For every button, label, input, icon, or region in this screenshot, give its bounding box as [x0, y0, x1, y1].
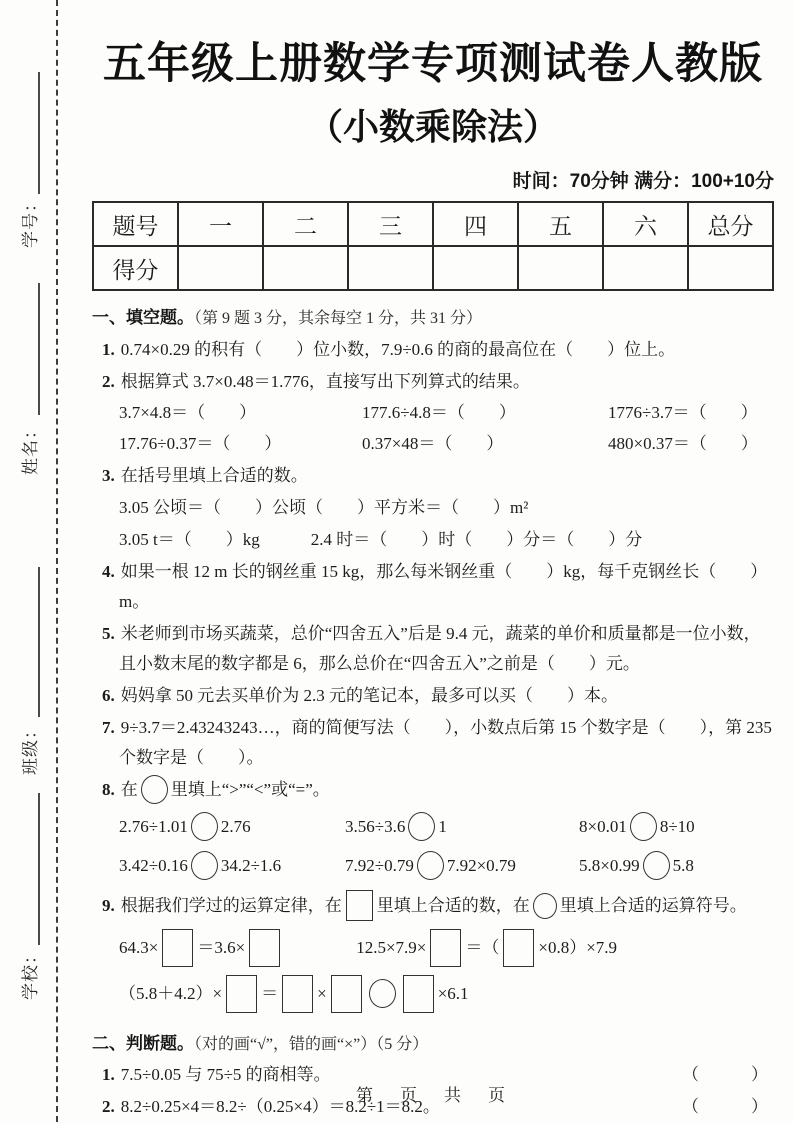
compare-circle-placeholder — [141, 775, 168, 804]
school-write-line — [38, 793, 40, 945]
student-id-write-line — [38, 72, 40, 194]
question-5 — [92, 619, 774, 679]
score-header-cell: 五 — [518, 202, 603, 246]
compare-right: 8÷10 — [659, 817, 695, 837]
answer-box-placeholder — [346, 890, 373, 921]
equation-text: ＝ — [261, 984, 279, 1004]
compare-item — [345, 847, 579, 885]
question-text-pre: 在 — [120, 780, 138, 799]
question-number: 2. — [102, 1097, 115, 1117]
expression: 3.7×4.8＝（ ） — [119, 403, 257, 422]
student-id-label: 学号： — [21, 194, 40, 248]
question-8-row1 — [92, 808, 774, 846]
score-cell — [178, 246, 263, 290]
answer-box — [226, 975, 257, 1013]
question-1 — [92, 335, 774, 365]
question-2 — [92, 367, 774, 397]
compare-left: 7.92÷0.79 — [345, 856, 414, 876]
question-number: 3. — [102, 466, 115, 485]
score-cell — [263, 246, 348, 290]
score-cell — [433, 246, 518, 290]
compare-right: 7.92×0.79 — [446, 856, 516, 876]
question-text: 如果一根 12 m 长的钢丝重 15 kg，那么每米钢丝重（ ）kg，每千克钢丝长（ ）m。 — [119, 562, 768, 611]
question-9-row2 — [92, 971, 774, 1017]
score-cell — [348, 246, 433, 290]
compare-right: 34.2÷1.6 — [220, 856, 282, 876]
answer-box — [162, 929, 193, 967]
section2-title: 二、判断题。 — [92, 1034, 194, 1054]
time-and-score-info: 时间：70分钟 满分：100+10分 — [512, 171, 774, 192]
operator-circle-placeholder — [533, 893, 557, 919]
compare-item — [345, 808, 579, 846]
question-text: 8.2÷0.25×4＝8.2÷（0.25×4）＝8.2÷1＝8.2。 — [120, 1097, 440, 1117]
answer-box — [331, 975, 362, 1013]
compare-left: 2.76÷1.01 — [119, 817, 188, 837]
answer-box — [503, 929, 534, 967]
compare-right: 2.76 — [220, 817, 251, 837]
question-3-line1: 3.05 公顷＝（ ）公顷（ ）平方米＝（ ）m² — [119, 498, 529, 517]
compare-circle — [191, 812, 218, 841]
page-footer: 第 页 共 页 — [356, 1086, 510, 1105]
question-3-line2: 3.05 t＝（ ）kg 2.4 时＝（ ）时（ ）分＝（ ）分 — [119, 530, 643, 549]
expression: 1776÷3.7＝（ ） — [608, 403, 758, 422]
score-header-cell: 总分 — [688, 202, 773, 246]
score-table-score-row — [93, 246, 773, 290]
score-header-cell: 一 — [178, 202, 263, 246]
equation-text: 12.5×7.9× — [356, 938, 427, 958]
question-9 — [92, 887, 774, 925]
compare-item — [579, 847, 774, 885]
expression: 0.37×48＝（ ） — [362, 434, 504, 453]
question-4 — [92, 557, 774, 617]
section1-title: 一、填空题。 — [92, 308, 194, 327]
equation-text: ×0.8）×7.9 — [538, 938, 618, 958]
score-cell — [603, 246, 688, 290]
score-cell — [518, 246, 603, 290]
class-label: 班级： — [21, 721, 40, 775]
score-header-cell: 四 — [433, 202, 518, 246]
score-row-label: 得分 — [93, 246, 178, 290]
question-text: 7.5÷0.05 与 75÷5 的商相等。 — [120, 1065, 331, 1085]
question-text-pre: 根据我们学过的运算定律，在 — [120, 896, 342, 916]
answer-box — [282, 975, 313, 1013]
question-text-mid: 里填上合适的数，在 — [376, 896, 530, 916]
question-number: 2. — [102, 372, 115, 391]
question-number: 7. — [102, 718, 115, 737]
score-header-cell: 二 — [263, 202, 348, 246]
test-paper — [92, 30, 774, 1123]
school-label: 学校： — [21, 946, 40, 1000]
equation-text: （5.8＋4.2）× — [119, 984, 223, 1004]
compare-right: 1 — [438, 817, 447, 837]
equation-text: ＝3.6× — [197, 938, 246, 958]
score-table-header-row — [93, 202, 773, 246]
question-7 — [92, 713, 774, 773]
score-cell — [688, 246, 773, 290]
question-2-expressions-row2 — [92, 428, 774, 459]
compare-item — [579, 808, 774, 846]
question-text: 米老师到市场买蔬菜，总价“四舍五入”后是 9.4 元，蔬菜的单价和质量都是一位小数，且小数末尾的数字都是 6，那么总价在“四舍五入”之前是（ ）元。 — [119, 624, 761, 673]
section1-heading — [92, 304, 774, 333]
compare-circle — [408, 812, 435, 841]
expression: 480×0.37＝（ ） — [608, 434, 758, 453]
answer-box — [403, 975, 434, 1013]
equation — [119, 971, 469, 1017]
class-write-line — [38, 567, 40, 717]
score-header-cell: 题号 — [93, 202, 178, 246]
judge-answer-blank: （ ） — [682, 1097, 774, 1117]
question-number: 6. — [102, 686, 115, 705]
answer-box — [430, 929, 461, 967]
question-6 — [92, 681, 774, 711]
question-text-post: 里填上合适的运算符号。 — [559, 896, 747, 916]
equation — [356, 925, 617, 971]
question-number: 5. — [102, 624, 115, 643]
question-text: 根据算式 3.7×0.48＝1.776，直接写出下列算式的结果。 — [120, 372, 530, 391]
compare-left: 5.8×0.99 — [579, 856, 640, 876]
equation-text: ×6.1 — [437, 984, 469, 1004]
question-9-row1 — [92, 925, 774, 971]
question-text: 妈妈拿 50 元去买单价为 2.3 元的笔记本，最多可以买（ ）本。 — [120, 686, 618, 705]
question-number: 1. — [102, 1065, 115, 1085]
judge-answer-blank: （ ） — [682, 1065, 774, 1085]
compare-item — [119, 808, 345, 846]
compare-circle — [417, 851, 444, 880]
expression: 17.76÷0.37＝（ ） — [119, 434, 282, 453]
question-number: 8. — [102, 780, 115, 799]
name-label: 姓名： — [21, 421, 40, 475]
question-number: 4. — [102, 562, 115, 581]
question-number: 9. — [102, 896, 115, 916]
score-header-cell: 三 — [348, 202, 433, 246]
question-text: 9÷3.7＝2.43243243…，商的简便写法（ ），小数点后第 15 个数字是（ ），第 235 个数字是（ ）。 — [119, 718, 772, 767]
compare-circle — [630, 812, 657, 841]
paper-subtitle: （小数乘除法） — [306, 106, 559, 147]
fold-dashed-line — [56, 0, 58, 1122]
score-table — [92, 201, 774, 291]
paper-title: 五年级上册数学专项测试卷人教版 — [103, 40, 763, 88]
question-number: 1. — [102, 340, 115, 359]
question-8-row2 — [92, 847, 774, 885]
compare-left: 3.56÷3.6 — [345, 817, 406, 837]
compare-right: 5.8 — [672, 856, 694, 876]
equation — [119, 925, 284, 971]
question-text: 在括号里填上合适的数。 — [120, 466, 308, 485]
question-3 — [92, 461, 774, 491]
operator-circle — [369, 979, 396, 1008]
question-2-expressions-row1 — [92, 397, 774, 428]
compare-circle — [191, 851, 218, 880]
question-8 — [92, 775, 774, 807]
equation-text: 64.3× — [119, 938, 159, 958]
name-write-line — [38, 283, 40, 415]
compare-circle — [643, 851, 670, 880]
expression: 177.6÷4.8＝（ ） — [362, 403, 516, 422]
section2-heading — [92, 1030, 774, 1059]
section1-note: （第 9 题 3 分，其余每空 1 分，共 31 分） — [194, 310, 483, 327]
question-text: 0.74×0.29 的积有（ ）位小数，7.9÷0.6 的商的最高位在（ ）位上。 — [120, 340, 676, 359]
compare-left: 8×0.01 — [579, 817, 627, 837]
question-text-post: 里填上“>”“<”或“=”。 — [170, 780, 330, 799]
answer-box — [249, 929, 280, 967]
equation-text: × — [317, 984, 327, 1004]
compare-left: 3.42÷0.16 — [119, 856, 188, 876]
compare-item — [119, 847, 345, 885]
score-header-cell: 六 — [603, 202, 688, 246]
section2-note: （对的画“√”，错的画“×”）（5 分） — [194, 1036, 429, 1054]
equation-text: ＝（ — [465, 938, 500, 958]
